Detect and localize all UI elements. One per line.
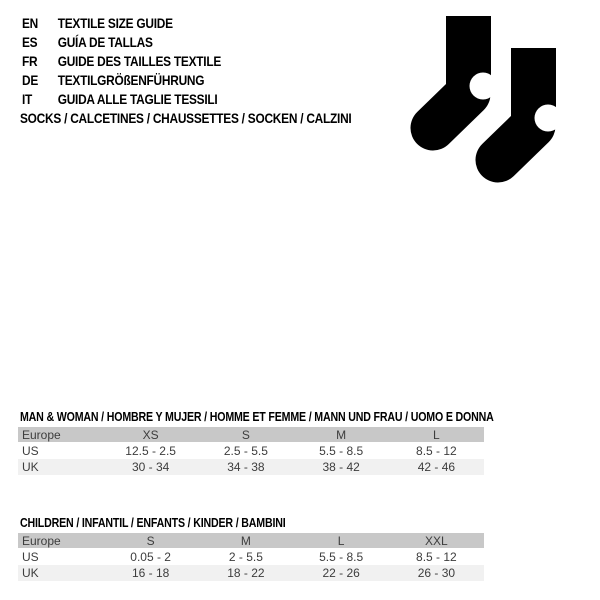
size-cell: 2.5 - 5.5 <box>223 444 268 458</box>
language-row <box>22 51 221 70</box>
children-table-title: CHILDREN / INFANTIL / ENFANTS / KINDER / BAMBINI <box>20 516 286 530</box>
column-header: L <box>433 427 440 442</box>
children-size-table <box>18 533 484 581</box>
size-cell: 2 - 5.5 <box>228 550 263 564</box>
row-label: US <box>22 444 39 458</box>
column-header: XS <box>142 427 159 442</box>
table-row <box>18 565 484 581</box>
language-row <box>22 89 221 108</box>
column-header: S <box>146 533 155 548</box>
column-header: Europe <box>22 533 61 548</box>
language-row <box>22 70 221 89</box>
column-header: L <box>337 533 345 548</box>
adult-size-table <box>18 427 484 475</box>
language-row <box>22 32 221 51</box>
language-label: TEXTILE SIZE GUIDE <box>57 14 173 31</box>
size-cell: 42 - 46 <box>417 460 456 474</box>
language-code: ES <box>22 33 38 50</box>
socks-icon <box>410 16 557 183</box>
language-row <box>22 13 221 32</box>
adult-table-title: MAN & WOMAN / HOMBRE Y MUJER / HOMME ET FEMME / MANN UND FRAU / UOMO E DONNA <box>20 410 494 424</box>
table-header-row <box>18 427 484 442</box>
row-label: UK <box>22 566 39 580</box>
table-row <box>18 459 484 475</box>
column-header: M <box>336 427 347 442</box>
language-label: TEXTILGRÖßENFÜHRUNG <box>57 71 205 88</box>
language-label: GUIDA ALLE TAGLIE TESSILI <box>57 90 218 107</box>
column-header: Europe <box>22 427 61 442</box>
row-label: UK <box>22 460 39 474</box>
size-cell: 5.5 - 8.5 <box>319 444 364 458</box>
size-cell: 22 - 26 <box>322 566 360 580</box>
language-label: GUIDE DES TAILLES TEXTILE <box>57 52 222 69</box>
language-label: GUÍA DE TALLAS <box>57 33 153 50</box>
sock-right <box>498 48 557 160</box>
row-label: US <box>22 550 39 564</box>
size-cell: 12.5 - 2.5 <box>125 444 176 458</box>
size-cell: 5.5 - 8.5 <box>319 550 364 564</box>
column-header: M <box>240 533 251 548</box>
size-cell: 34 - 38 <box>227 460 265 474</box>
column-header: S <box>241 427 250 442</box>
size-cell: 18 - 22 <box>227 566 265 580</box>
language-code: IT <box>22 90 33 107</box>
product-category-title: SOCKS / CALCETINES / CHAUSSETTES / SOCKEN / CALZINI <box>20 110 352 126</box>
sock-left <box>433 16 497 128</box>
size-cell: 0.05 - 2 <box>130 550 171 564</box>
size-cell: 8.5 - 12 <box>416 444 457 458</box>
table-header-row <box>18 533 484 548</box>
column-header: XXL <box>425 533 448 548</box>
size-cell: 8.5 - 12 <box>416 550 457 564</box>
table-row <box>18 443 484 459</box>
language-list <box>22 13 221 108</box>
size-cell: 38 - 42 <box>322 460 360 474</box>
size-cell: 26 - 30 <box>417 566 456 580</box>
language-code: EN <box>22 14 39 31</box>
language-code: FR <box>22 52 38 69</box>
language-code: DE <box>22 71 39 88</box>
table-row <box>18 549 484 565</box>
size-cell: 16 - 18 <box>131 566 170 580</box>
size-cell: 30 - 34 <box>131 460 170 474</box>
